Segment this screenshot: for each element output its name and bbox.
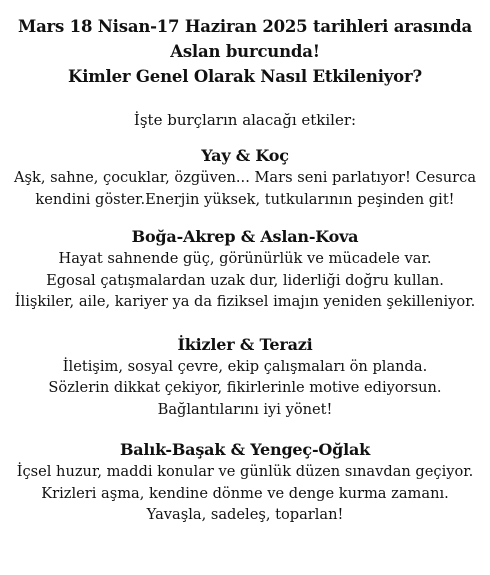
section-text-line: İlişkiler, aile, kariyer ya da fiziksel imajın yeniden şekilleniyor.: [14, 293, 476, 310]
headline-line: Aslan burcunda!: [170, 42, 320, 61]
section-text-line: Aşk, sahne, çocuklar, özgüven... Mars seni parlatıyor! Cesurca: [13, 169, 477, 186]
section-text-line: İletişim, sosyal çevre, ekip çalışmaları ön planda.: [62, 357, 428, 375]
section-boga-akrep-aslan-kova: [0, 226, 490, 313]
section-text-line: Egosal çatışmalardan uzak dur, liderliği doğru kullan.: [46, 271, 444, 289]
section-text-line: İçsel huzur, maddi konular ve günlük düzen sınavdan geçiyor.: [16, 463, 474, 480]
section-text-line: Bağlantılarını iyi yönet!: [157, 400, 333, 418]
section-title: Boğa-Akrep & Aslan-Kova: [131, 227, 359, 246]
headline-line: Kimler Genel Olarak Nasıl Etkileniyor?: [68, 67, 422, 86]
intro-text: İşte burçların alacağı etkiler:: [133, 111, 357, 129]
section-text-line: Krizleri aşma, kendine dönme ve denge kurma zamanı.: [41, 484, 449, 502]
section-text-line: Yavaşla, sadeleş, toparlan!: [146, 506, 344, 523]
section-text-line: kendini göster.Enerjin yüksek, tutkularının peşinden git!: [35, 190, 455, 208]
section-balik-basak-yengec-oglak: [0, 439, 490, 526]
section-text-line: Hayat sahnende güç, görünürlük ve mücadele var.: [58, 250, 432, 267]
headline-line: Mars 18 Nisan-17 Haziran 2025 tarihleri arasında: [18, 17, 472, 36]
section-text-line: Sözlerin dikkat çekiyor, fikirlerinle motive ediyorsun.: [48, 379, 442, 396]
section-yay-koc: [0, 145, 490, 210]
section-title: İkizler & Terazi: [177, 334, 313, 354]
section-title: Yay & Koç: [201, 146, 289, 165]
section-title: Balık-Başak & Yengeç-Oğlak: [119, 440, 371, 459]
section-ikizler-terazi: [0, 334, 490, 421]
headline: [0, 14, 490, 89]
